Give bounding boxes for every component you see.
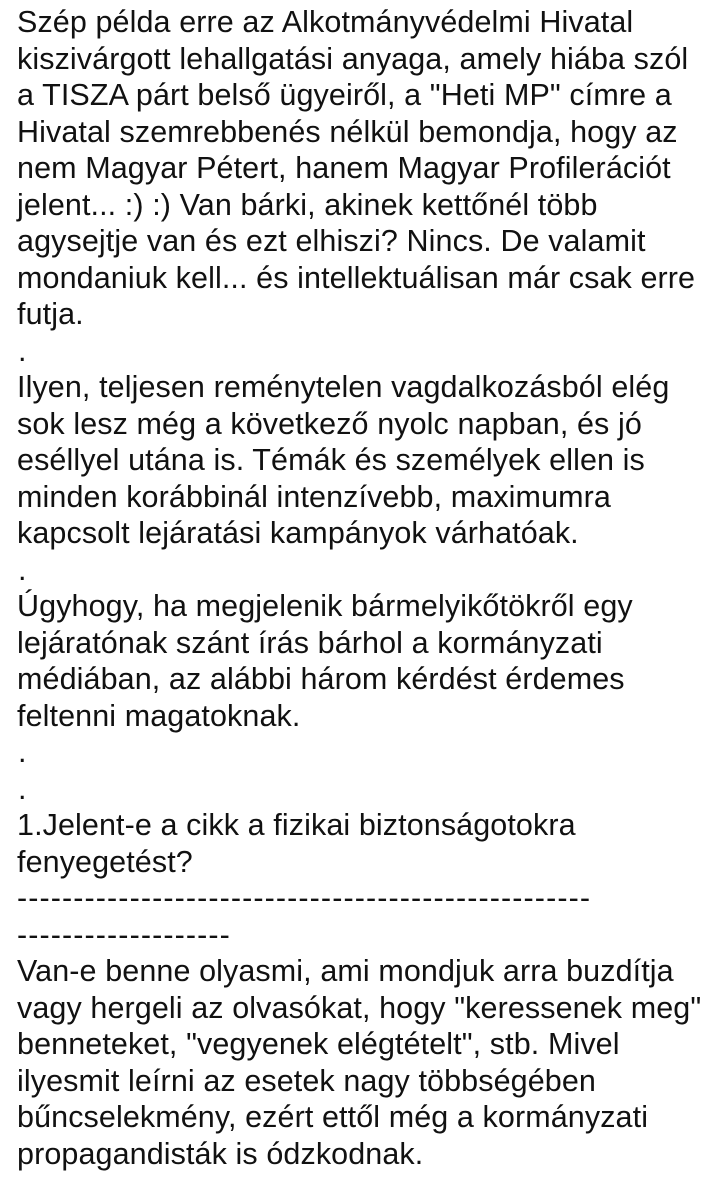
dash-separator — [17, 880, 717, 953]
text-line: propagandisták is ódzkodnak. — [17, 1136, 424, 1171]
text-line: minden korábbinál intenzívebb, maximumra — [17, 479, 611, 514]
text-line: fenyegetést? — [17, 844, 193, 879]
post-body — [17, 4, 717, 1172]
question-1 — [17, 807, 717, 880]
text-line: a TISZA párt belső ügyeiről, a "Heti MP" címre a — [17, 78, 672, 112]
separator-line: --------------------------------------------------- — [17, 881, 592, 915]
text-line: ilyesmit leírni az esetek nagy többségében — [17, 1063, 596, 1098]
paragraph-question-1-detail — [17, 953, 717, 1172]
dot-spacer: . — [18, 735, 27, 769]
dot-spacer: . — [18, 333, 27, 368]
text-line: Ilyen, teljesen reménytelen vagdalkozásból elég — [17, 370, 670, 404]
dot-spacer: . — [18, 552, 27, 587]
text-line: Van-e benne olyasmi, ami mondjuk arra buzdítja — [17, 954, 674, 988]
text-line: nem Magyar Pétert, hanem Magyar Profilerációt — [17, 151, 671, 185]
text-line: Szép példa erre az Alkotmányvédelmi Hivatal — [17, 5, 634, 39]
text-line: médiában, az alábbi három kérdést érdemes — [17, 662, 625, 696]
text-line: Úgyhogy, ha megjelenik bármelyikőtökről egy — [17, 589, 633, 623]
text-line: feltenni magatoknak. — [17, 698, 301, 733]
dot-spacer: . — [18, 771, 27, 806]
text-line: futja. — [17, 297, 84, 331]
text-line: agysejtje van és ezt elhiszi? Nincs. De valamit — [17, 224, 646, 258]
text-line: 1.Jelent-e a cikk a fizikai biztonságotokra — [17, 808, 576, 842]
text-line: mondaniuk kell... és intellektuálisan már csak erre — [17, 260, 696, 295]
text-line: kapcsolt lejáratási kampányok várhatóak. — [17, 516, 579, 550]
separator-line: ------------------- — [17, 917, 231, 952]
text-line: sok lesz még a következő nyolc napban, és jó — [17, 406, 642, 441]
text-line: bűncselekmény, ezért ettől még a kormányzati — [17, 1100, 649, 1134]
text-line: kiszivárgott lehallgatási anyaga, amely hiába szól — [17, 41, 689, 76]
text-line: eséllyel utána is. Témák és személyek ellen is — [17, 443, 645, 477]
text-line: lejáratónak szánt írás bárhol a kormányzati — [17, 625, 603, 660]
paragraph-campaign — [17, 369, 717, 552]
text-line: Hivatal szemrebbenés nélkül bemondja, hogy az — [17, 114, 678, 149]
text-line: benneteket, "vegyenek elégtételt", stb. Mivel — [17, 1027, 620, 1061]
text-line: vagy hergeli az olvasókat, hogy "keressenek meg" — [17, 990, 702, 1025]
paragraph-questions-intro — [17, 588, 717, 734]
text-line: jelent... :) :) Van bárki, akinek kettőnél több — [17, 187, 598, 222]
paragraph-intro — [17, 4, 717, 333]
